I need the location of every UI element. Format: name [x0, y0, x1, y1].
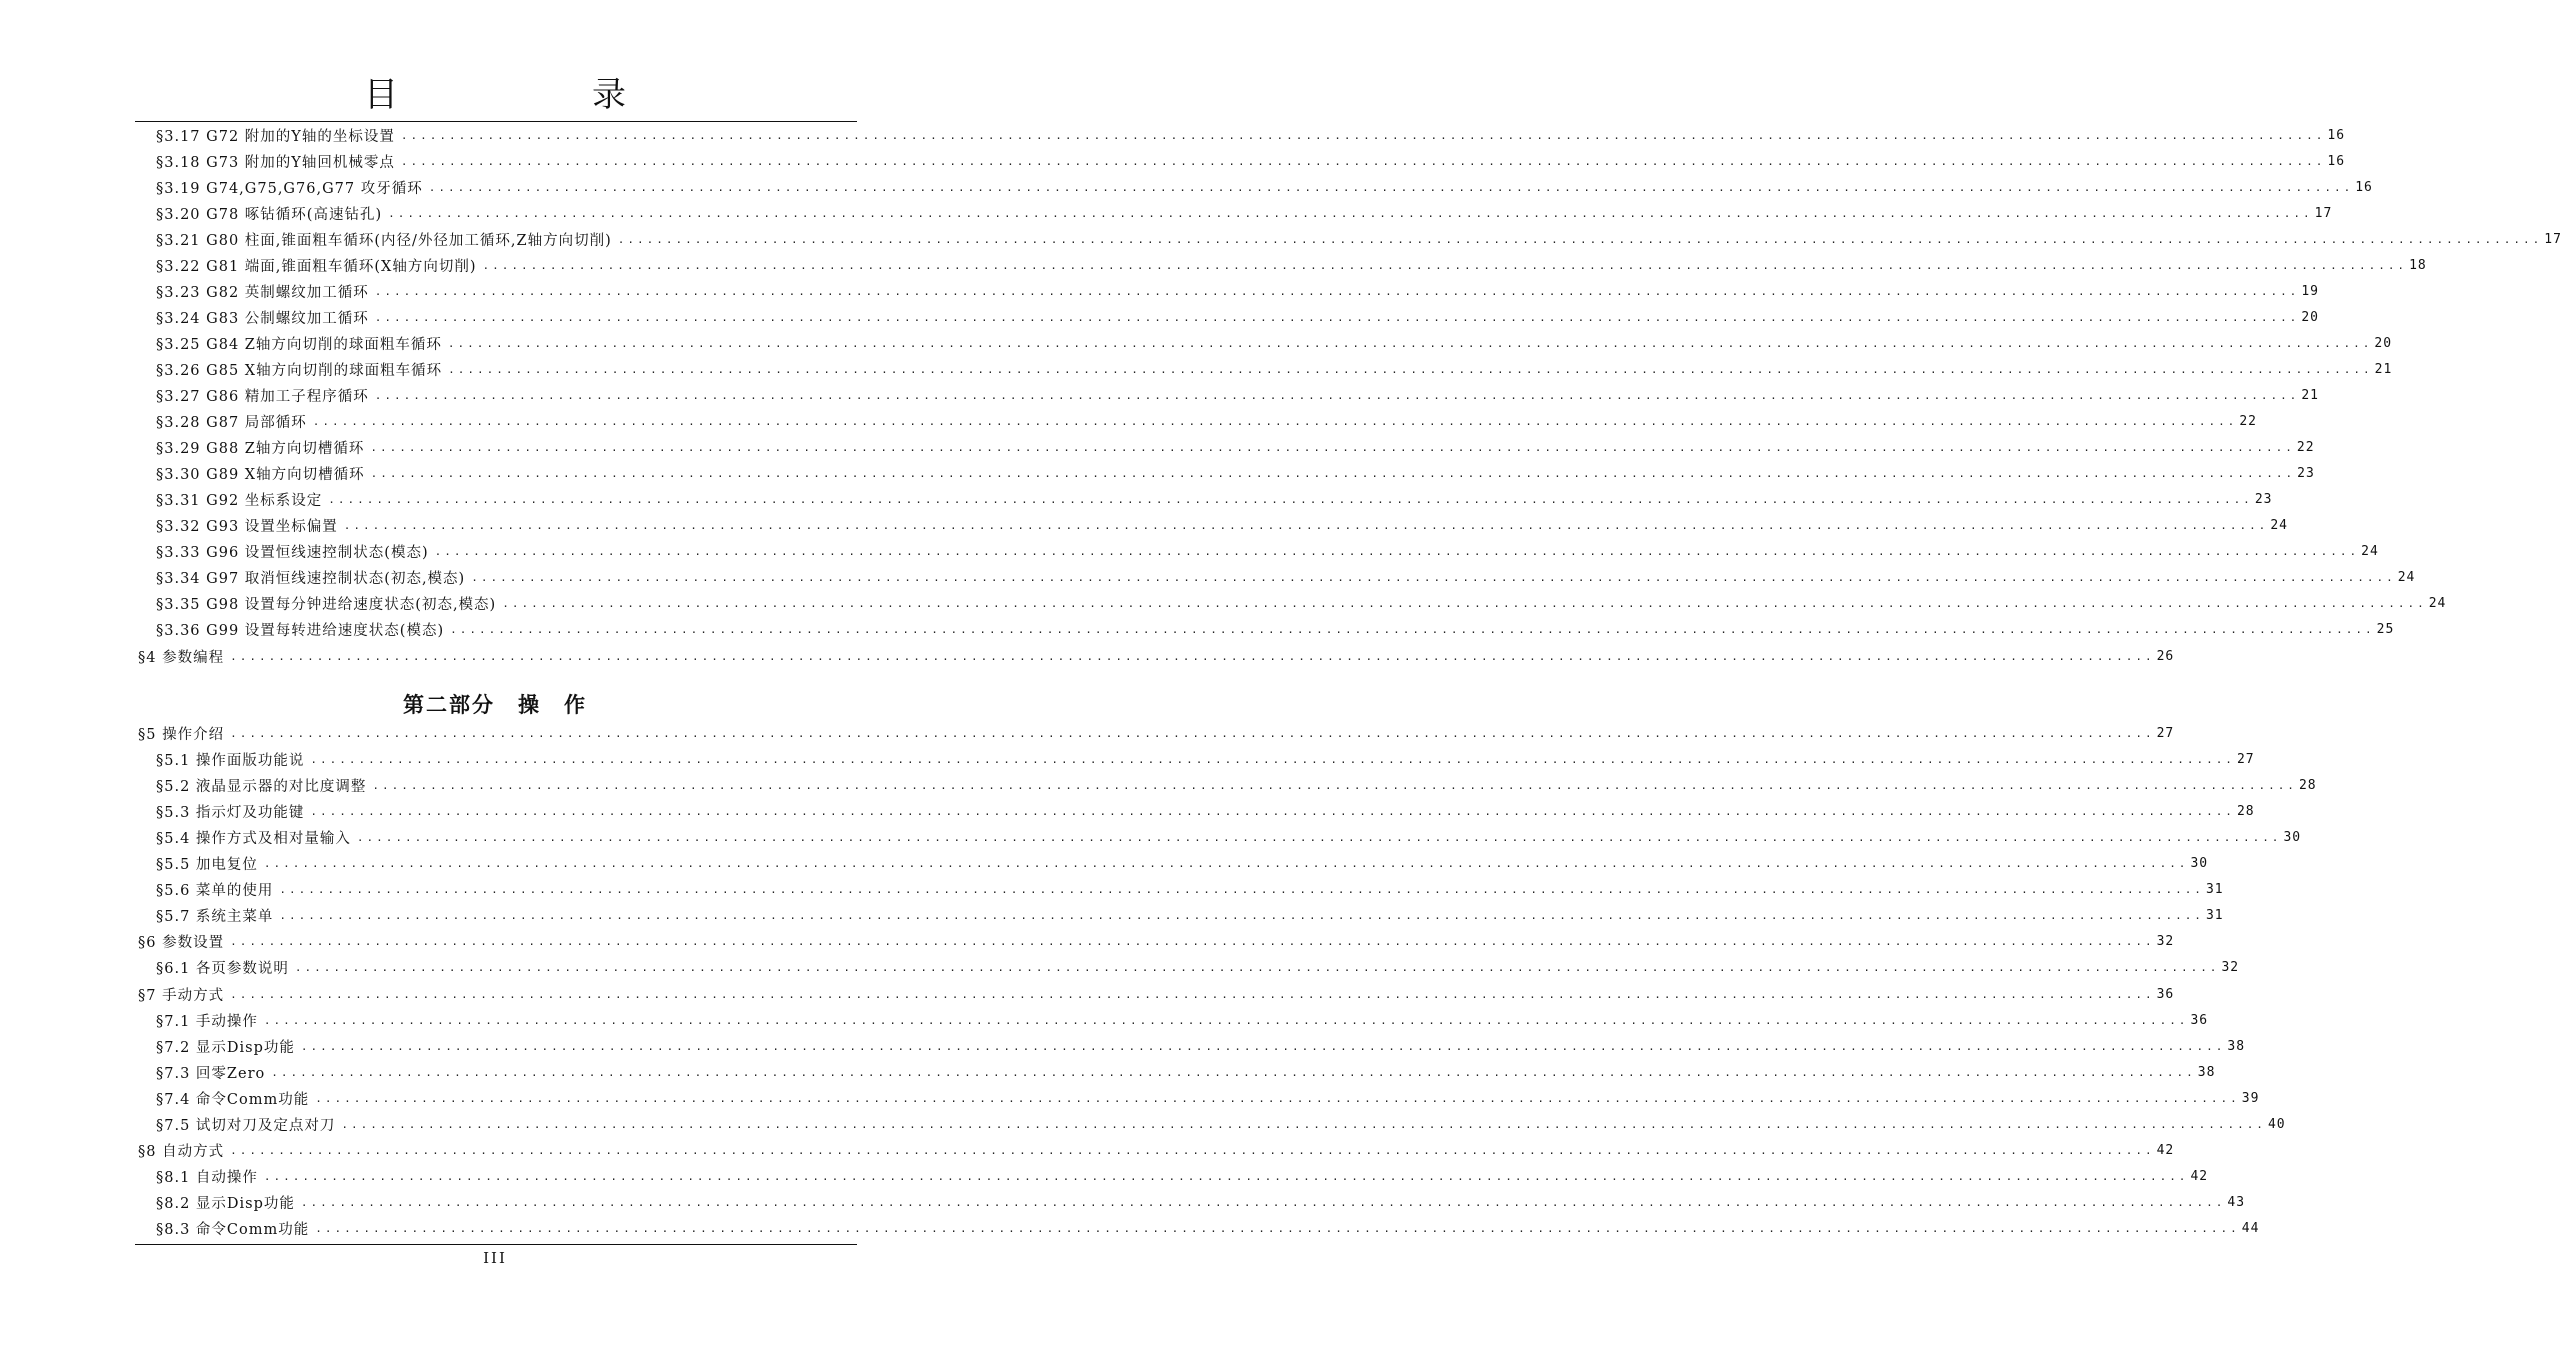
dot-leader: ........................................................................................................................................................................................................: [400, 128, 2326, 142]
toc-entry[interactable]: [156, 306, 2319, 328]
toc-entry-label: §7.4 命令Comm功能: [156, 1091, 310, 1108]
toc-entry-page: 28: [2236, 803, 2255, 819]
toc-entry-label: §5.5 加电复位: [156, 857, 258, 873]
toc-entry-page: 28: [2298, 777, 2317, 793]
toc-entry[interactable]: [156, 826, 2302, 848]
toc-entry-page: 17: [2544, 231, 2562, 247]
dot-leader: ........................................................................................................................................................................................................: [374, 389, 2300, 402]
toc-entry[interactable]: [156, 853, 2209, 875]
toc-entry-page: 24: [2361, 544, 2379, 560]
toc-entry-label: §8.1 自动操作: [156, 1170, 258, 1187]
toc-entry[interactable]: [156, 774, 2317, 796]
toc-entry-page: 31: [2205, 908, 2224, 924]
part-two-heading: 第二部分 操 作: [403, 692, 587, 717]
toc-entry-label: §3.17 G72 附加的Y轴的坐标设置: [156, 128, 395, 145]
toc-entry-label: §5.6 菜单的使用: [156, 883, 274, 900]
dot-leader: ........................................................................................................................................................................................................: [343, 519, 2269, 533]
dot-leader: ........................................................................................................................................................................................................: [230, 1144, 2155, 1158]
dot-leader: ........................................................................................................................................................................................................: [447, 336, 2373, 350]
toc-entry[interactable]: [156, 1087, 2260, 1109]
toc-entry-label: §8 自动方式: [138, 1144, 225, 1161]
dot-leader: ........................................................................................................................................................................................................: [310, 752, 2235, 766]
toc-entry-page: 31: [2205, 882, 2224, 898]
dot-leader: ........................................................................................................................................................................................................: [450, 623, 2375, 637]
toc-entry[interactable]: [156, 124, 2346, 146]
dot-leader: ........................................................................................................................................................................................................: [372, 778, 2297, 792]
toc-entry-page: 24: [2270, 518, 2288, 534]
dot-leader: ........................................................................................................................................................................................................: [312, 415, 2238, 429]
toc-entry-page: 21: [2301, 388, 2319, 403]
toc-entry-page: 16: [2355, 179, 2373, 195]
toc-entry[interactable]: [156, 1035, 2246, 1057]
toc-entry-label: §7.1 手动操作: [156, 1013, 258, 1030]
toc-entry-page: 36: [2190, 1012, 2209, 1028]
toc-entry-label: §4 参数编程: [138, 649, 225, 666]
dot-leader: ........................................................................................................................................................................................................: [315, 1091, 2240, 1105]
toc-entry-label: §3.24 G83 公制螺纹加工循环: [156, 310, 369, 327]
toc-entry-page: 16: [2327, 153, 2346, 169]
toc-entry[interactable]: [138, 983, 2175, 1005]
toc-entry-page: 20: [2301, 309, 2319, 325]
dot-leader: ........................................................................................................................................................................................................: [271, 1065, 2196, 1079]
toc-entry[interactable]: [156, 437, 2315, 459]
toc-entry[interactable]: [156, 1009, 2209, 1031]
page-number: III: [483, 1249, 507, 1267]
toc-entry-page: 27: [2156, 725, 2175, 741]
dot-leader: ........................................................................................................................................................................................................: [263, 1013, 2189, 1027]
toc-entry-page: 32: [2156, 934, 2175, 950]
dot-leader: ........................................................................................................................................................................................................: [428, 180, 2354, 194]
toc-entry-label: §3.33 G96 设置恒线速控制状态(模态): [156, 545, 429, 562]
top-rule: [135, 121, 857, 122]
dot-leader: ........................................................................................................................................................................................................: [315, 1222, 2240, 1236]
toc-entry[interactable]: [156, 411, 2257, 433]
dot-leader: ........................................................................................................................................................................................................: [482, 258, 2408, 272]
page-title: 目 录: [364, 75, 706, 115]
toc-entry-label: §8.2 显示Disp功能: [156, 1196, 295, 1213]
toc-entry-label: §3.34 G97 取消恒线速控制状态(初态,模态): [156, 571, 466, 588]
toc-entry-label: §7.2 显示Disp功能: [156, 1039, 295, 1056]
toc-entry[interactable]: [156, 1218, 2260, 1240]
dot-leader: ........................................................................................................................................................................................................: [617, 232, 2543, 246]
toc-entry[interactable]: [156, 280, 2319, 302]
dot-leader: ........................................................................................................................................................................................................: [263, 857, 2189, 870]
dot-leader: ........................................................................................................................................................................................................: [310, 804, 2235, 818]
toc-entry[interactable]: [156, 176, 2373, 198]
toc-entry-label: §3.21 G80 柱面,锥面粗车循环(内径/外径加工循环,Z轴方向切削): [156, 232, 612, 249]
toc-entry[interactable]: [156, 957, 2240, 979]
toc-entry-page: 32: [2221, 960, 2240, 976]
toc-entry-page: 21: [2374, 361, 2393, 377]
toc-entry-page: 30: [2283, 829, 2302, 845]
toc-entry-label: §6.1 各页参数说明: [156, 961, 289, 978]
toc-entry-page: 26: [2156, 648, 2175, 664]
toc-entry[interactable]: [156, 228, 2562, 250]
toc-entry-label: §8.3 命令Comm功能: [156, 1222, 310, 1239]
toc-entry-label: §3.35 G98 设置每分钟进给速度状态(初态,模态): [156, 597, 497, 614]
toc-entry[interactable]: [156, 905, 2224, 927]
dot-leader: ........................................................................................................................................................................................................: [230, 987, 2155, 1001]
toc-entry-page: 24: [2428, 596, 2447, 612]
toc-entry-label: §5.4 操作方式及相对量输入: [156, 830, 351, 847]
toc-entry[interactable]: [156, 1166, 2209, 1188]
toc-entry-page: 19: [2301, 283, 2319, 299]
dot-leader: ........................................................................................................................................................................................................: [374, 310, 2300, 324]
toc-entry-label: §5 操作介绍: [138, 726, 225, 743]
bottom-rule: [135, 1244, 857, 1245]
dot-leader: ........................................................................................................................................................................................................: [374, 284, 2300, 298]
dot-leader: ........................................................................................................................................................................................................: [300, 1196, 2226, 1210]
toc-entry[interactable]: [156, 800, 2255, 822]
toc-entry-page: 38: [2197, 1064, 2216, 1080]
toc-entry-label: §3.26 G85 X轴方向切削的球面粗车循环: [156, 362, 443, 379]
toc-entry-label: §3.27 G86 精加工子程序循环: [156, 389, 369, 405]
dot-leader: ........................................................................................................................................................................................................: [471, 571, 2396, 585]
toc-entry[interactable]: [156, 1114, 2286, 1136]
toc-entry[interactable]: [156, 463, 2315, 485]
toc-entry-page: 23: [2254, 492, 2273, 508]
dot-leader: ........................................................................................................................................................................................................: [279, 909, 2204, 923]
toc-entry-label: §5.7 系统主菜单: [156, 909, 274, 926]
toc-entry-label: §3.32 G93 设置坐标偏置: [156, 519, 338, 536]
toc-entry-label: §3.20 G78 啄钻循环(高速钻孔): [156, 206, 383, 223]
toc-entry[interactable]: [156, 332, 2393, 354]
dot-leader: ........................................................................................................................................................................................................: [300, 1039, 2226, 1053]
toc-entry[interactable]: [156, 202, 2333, 224]
toc-entry-label: §3.25 G84 Z轴方向切削的球面粗车循环: [156, 336, 442, 353]
toc-entry[interactable]: [156, 515, 2288, 537]
toc-entry-page: 22: [2239, 414, 2257, 430]
toc-entry-page: 39: [2241, 1090, 2260, 1106]
toc-entry-label: §3.28 G87 局部循环: [156, 415, 307, 432]
dot-leader: ........................................................................................................................................................................................................: [341, 1118, 2266, 1131]
toc-entry[interactable]: [138, 645, 2175, 667]
dot-leader: ........................................................................................................................................................................................................: [502, 597, 2427, 611]
toc-entry-page: 17: [2314, 205, 2333, 221]
toc-entry[interactable]: [156, 1061, 2216, 1083]
toc-entry-label: §5.3 指示灯及功能键: [156, 804, 305, 821]
toc-entry-label: §7 手动方式: [138, 987, 225, 1004]
toc-entry-page: 40: [2267, 1117, 2286, 1132]
dot-leader: ........................................................................................................................................................................................................: [400, 154, 2326, 168]
toc-entry-page: 30: [2190, 856, 2209, 871]
toc-entry-page: 24: [2397, 570, 2416, 586]
dot-leader: ........................................................................................................................................................................................................: [328, 493, 2253, 507]
toc-entry-label: §6 参数设置: [138, 935, 225, 952]
toc-entry-label: §3.30 G89 X轴方向切槽循环: [156, 467, 365, 484]
toc-entry[interactable]: [156, 619, 2395, 641]
toc-entry[interactable]: [156, 1192, 2246, 1214]
toc-entry-page: 23: [2297, 466, 2315, 482]
toc-entry-page: 44: [2241, 1221, 2260, 1237]
toc-entry-label: §3.19 G74,G75,G76,G77 攻牙循环: [156, 180, 423, 197]
toc-entry-label: §5.2 液晶显示器的对比度调整: [156, 778, 367, 795]
dot-leader: ........................................................................................................................................................................................................: [388, 206, 2313, 220]
toc-entry-label: §3.31 G92 坐标系设定: [156, 493, 323, 510]
dot-leader: ........................................................................................................................................................................................................: [356, 830, 2282, 844]
toc-entry[interactable]: [138, 722, 2175, 744]
toc-entry[interactable]: [156, 593, 2447, 615]
toc-entry-page: 43: [2227, 1195, 2246, 1211]
dot-leader: ........................................................................................................................................................................................................: [294, 961, 2220, 975]
toc-entry-label: §5.1 操作面版功能说: [156, 752, 305, 769]
toc-entry[interactable]: [156, 879, 2224, 901]
toc-entry[interactable]: [138, 1140, 2175, 1162]
toc-entry-label: §3.22 G81 端面,锥面粗车循环(X轴方向切削): [156, 258, 477, 275]
toc-entry-page: 27: [2236, 751, 2255, 767]
toc-entry-label: §3.23 G82 英制螺纹加工循环: [156, 284, 369, 301]
toc-entry-label: §7.5 试切对刀及定点对刀: [156, 1118, 336, 1134]
toc-entry[interactable]: [138, 931, 2175, 953]
toc-entry[interactable]: [156, 254, 2427, 276]
toc-entry[interactable]: [156, 489, 2273, 511]
dot-leader: ........................................................................................................................................................................................................: [263, 1170, 2189, 1184]
toc-entry-label: §7.3 回零Zero: [156, 1065, 266, 1082]
toc-entry[interactable]: [156, 358, 2393, 380]
toc-entry-page: 36: [2156, 986, 2175, 1002]
toc-entry-label: §3.18 G73 附加的Y轴回机械零点: [156, 154, 395, 171]
toc-entry-page: 25: [2376, 622, 2395, 638]
dot-leader: ........................................................................................................................................................................................................: [230, 649, 2155, 663]
dot-leader: ........................................................................................................................................................................................................: [434, 545, 2360, 559]
toc-entry-page: 18: [2409, 257, 2427, 273]
toc-entry-page: 22: [2296, 440, 2315, 456]
dot-leader: ........................................................................................................................................................................................................: [370, 441, 2295, 455]
toc-entry[interactable]: [156, 748, 2255, 770]
toc-entry[interactable]: [156, 385, 2319, 407]
toc-entry-label: §3.29 G88 Z轴方向切槽循环: [156, 441, 365, 458]
toc-entry-page: 16: [2327, 127, 2346, 143]
dot-leader: ........................................................................................................................................................................................................: [230, 726, 2155, 740]
toc-entry-label: §3.36 G99 设置每转进给速度状态(模态): [156, 623, 445, 640]
dot-leader: ........................................................................................................................................................................................................: [370, 467, 2296, 481]
toc-entry[interactable]: [156, 541, 2379, 563]
toc-entry-page: 42: [2156, 1143, 2175, 1159]
toc-entry-page: 42: [2190, 1169, 2209, 1185]
dot-leader: ........................................................................................................................................................................................................: [279, 883, 2204, 897]
toc-entry-page: 38: [2227, 1038, 2246, 1054]
dot-leader: ........................................................................................................................................................................................................: [448, 362, 2373, 376]
dot-leader: ........................................................................................................................................................................................................: [230, 935, 2155, 949]
toc-entry[interactable]: [156, 567, 2416, 589]
toc-entry-page: 20: [2374, 335, 2393, 351]
toc-entry[interactable]: [156, 150, 2346, 172]
